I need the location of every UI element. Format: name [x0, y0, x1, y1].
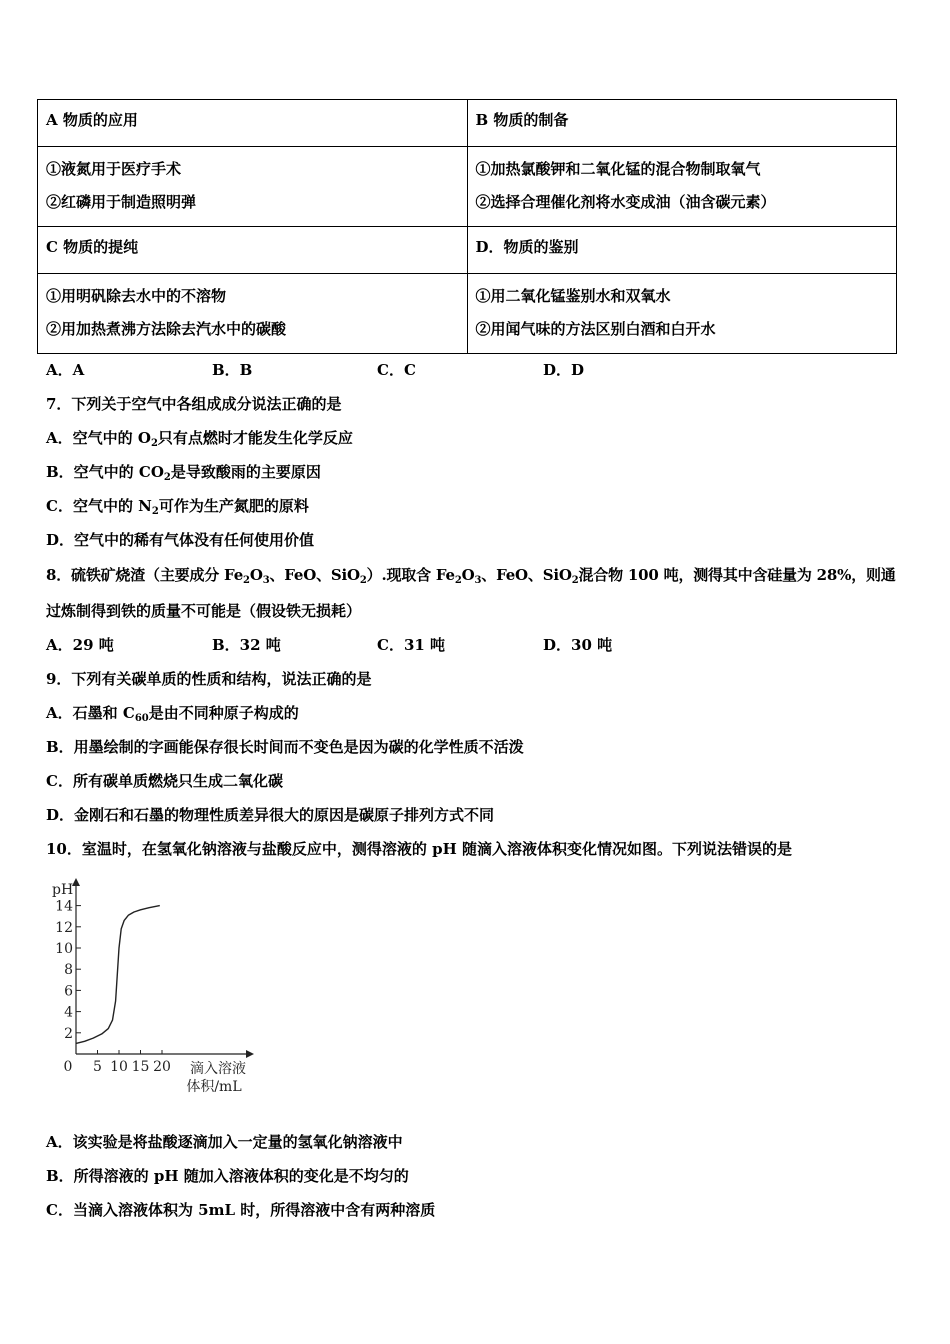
y-axis-label: pH: [52, 882, 74, 898]
cell-b-items: [467, 147, 897, 227]
q8-stem-line2: 过炼制得到铁的质量不可能是（假设铁无损耗）: [46, 602, 362, 620]
q8-t12: 混合物 100 吨，测得其中含硅量为 28%，则通: [578, 566, 896, 584]
q9-option-b[interactable]: B．用墨绘制的字画能保存很长时间而不变色是因为碳的化学性质不活泼: [46, 738, 524, 756]
q8-t0: 8．硫铁矿烧渣（主要成分 Fe: [46, 566, 244, 584]
q8-s5: 2: [359, 575, 367, 586]
a-item-1: ①液氮用于医疗手术: [46, 160, 182, 178]
q6-choice-d[interactable]: D．D: [543, 361, 585, 379]
x-tick-label: 5: [93, 1059, 102, 1075]
q8-s1: 2: [243, 575, 250, 586]
y-tick-label: 14: [55, 898, 73, 915]
options-table: [37, 99, 897, 354]
q8-stem: [46, 565, 896, 585]
c-item-2: ②用加热煮沸方法除去汽水中的碳酸: [46, 320, 287, 338]
x-axis-arrow: [246, 1050, 254, 1058]
q6-choice-c[interactable]: C．C: [377, 361, 416, 379]
q8-t8: O: [461, 566, 475, 584]
a-item-2: ②红磷用于制造照明弹: [46, 193, 197, 211]
q7-c-text2: 可作为生产氮肥的原料: [158, 497, 309, 515]
q7-b-sub: 2: [163, 472, 171, 483]
q9-a-text: A．石墨和 C: [46, 704, 135, 722]
q7-b-text2: 是导致酸雨的主要原因: [170, 463, 321, 481]
x-tick-label: 15: [131, 1059, 150, 1075]
q8-t2: O: [249, 566, 263, 584]
q6-choice-b[interactable]: B．B: [212, 361, 253, 379]
y-tick-label: 4: [64, 1004, 73, 1021]
q7-option-d[interactable]: D．空气中的稀有气体没有任何使用价值: [46, 531, 315, 549]
y-tick-label: 12: [55, 919, 73, 936]
q7-a-text: A．空气中的 O: [46, 429, 151, 447]
y-tick-label: 8: [64, 962, 73, 979]
cell-c-header: C 物质的提纯: [38, 227, 468, 274]
ph-curve-line: [76, 906, 160, 1044]
q9-option-d[interactable]: D．金刚石和石墨的物理性质差异很大的原因是碳原子排列方式不同: [46, 806, 495, 824]
q9-a-sub: 60: [134, 713, 149, 724]
q7-option-a[interactable]: [46, 428, 353, 448]
q9-stem: 9．下列有关碳单质的性质和结构，说法正确的是: [46, 670, 372, 688]
q8-choice-b[interactable]: B．32 吨: [212, 636, 281, 654]
cell-d-header: D．物质的鉴别: [467, 227, 897, 274]
q8-s3: 3: [262, 575, 270, 586]
q7-b-text: B．空气中的 CO: [46, 463, 164, 481]
y-tick-label: 10: [55, 941, 73, 957]
q7-c-text: C．空气中的 N: [46, 497, 152, 515]
ph-curve-chart: [48, 872, 268, 1107]
q9-option-c[interactable]: C．所有碳单质燃烧只生成二氧化碳: [46, 772, 283, 790]
cell-d-items: [467, 274, 897, 354]
q8-t6: ）.现取含 Fe: [366, 566, 455, 584]
d-item-1: ①用二氧化锰鉴别水和双氧水: [475, 287, 671, 305]
q7-a-text2: 只有点燃时才能发生化学反应: [157, 429, 353, 447]
y-tick-label: 2: [64, 1025, 73, 1042]
q7-option-b[interactable]: [46, 462, 321, 482]
q8-t4: 、FeO、SiO: [269, 566, 360, 584]
cell-a-items: [38, 147, 468, 227]
y-axis-arrow: [72, 878, 80, 886]
q7-c-sub: 2: [151, 506, 159, 517]
d-item-2: ②用闻气味的方法区别白酒和白开水: [475, 320, 716, 338]
q8-s9: 3: [474, 575, 482, 586]
b-item-2: ②选择合理催化剂将水变成油（油含碳元素）: [475, 193, 776, 211]
x-tick-label: 10: [110, 1059, 128, 1075]
q8-s11: 2: [571, 575, 579, 586]
q7-a-sub: 2: [150, 438, 158, 449]
y-tick-label: 6: [64, 983, 73, 1000]
q8-choice-d[interactable]: D．30 吨: [543, 636, 613, 654]
x-tick-label: 20: [153, 1059, 171, 1075]
q6-choice-a[interactable]: A．A: [46, 361, 85, 379]
x-tick-label: 0: [63, 1059, 73, 1075]
q7-stem: 7．下列关于空气中各组成成分说法正确的是: [46, 395, 342, 413]
q10-option-c[interactable]: C．当滴入溶液体积为 5mL 时，所得溶液中含有两种溶质: [46, 1201, 436, 1219]
q7-option-c[interactable]: [46, 496, 309, 516]
q9-option-a[interactable]: [46, 703, 299, 723]
q8-choice-c[interactable]: C．31 吨: [377, 636, 446, 654]
x-axis-label-line2: 体积/mL: [186, 1079, 242, 1095]
q10-stem: 10．室温时，在氢氧化钠溶液与盐酸反应中，测得溶液的 pH 随滴入溶液体积变化情况如图。下列说法错误的是: [46, 840, 792, 858]
q8-t10: 、FeO、SiO: [481, 566, 572, 584]
q10-option-a[interactable]: A．该实验是将盐酸逐滴加入一定量的氢氧化钠溶液中: [46, 1133, 403, 1151]
cell-b-header: B 物质的制备: [467, 100, 897, 147]
b-item-1: ①加热氯酸钾和二氧化锰的混合物制取氧气: [475, 160, 761, 178]
q9-a-text2: 是由不同种原子构成的: [148, 704, 299, 722]
c-item-1: ①用明矾除去水中的不溶物: [46, 287, 227, 305]
q8-choice-a[interactable]: A．29 吨: [46, 636, 114, 654]
cell-a-header: A 物质的应用: [38, 100, 468, 147]
x-axis-label-line1: 滴入溶液: [190, 1061, 246, 1077]
q8-s7: 2: [454, 575, 462, 586]
cell-c-items: [38, 274, 468, 354]
q10-option-b[interactable]: B．所得溶液的 pH 随加入溶液体积的变化是不均匀的: [46, 1167, 409, 1185]
